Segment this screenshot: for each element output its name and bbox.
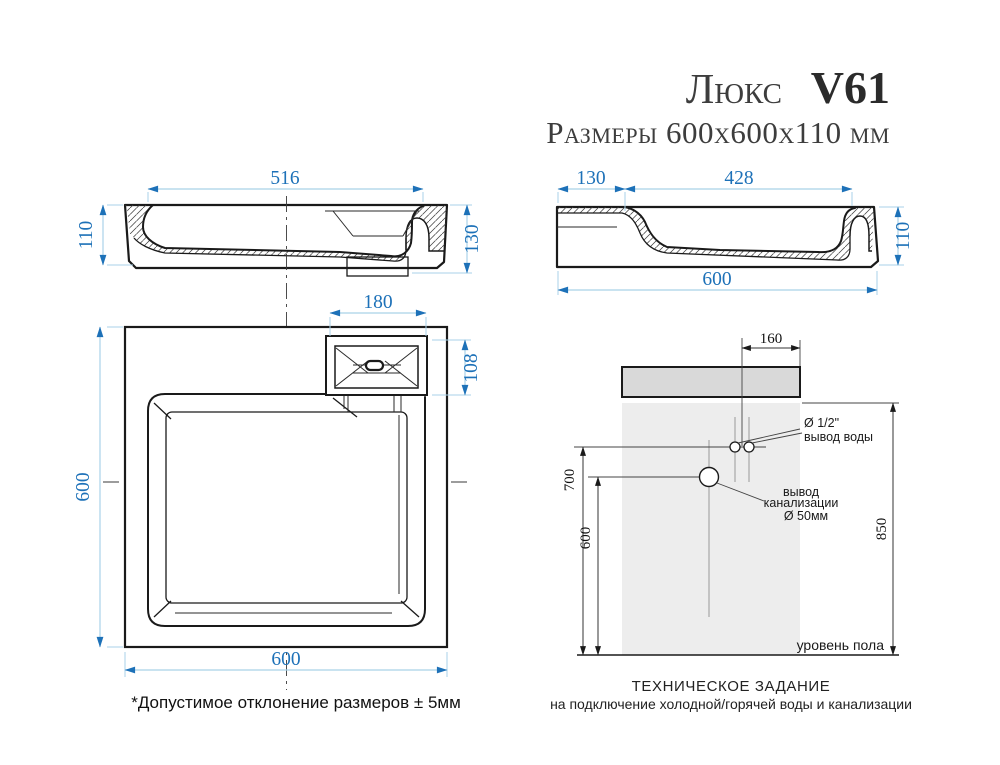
dim-drain-height: 600 (578, 526, 594, 550)
dim-faucet-width: 180 (363, 292, 393, 313)
dim-total-height: 850 (874, 517, 890, 541)
dim-top-depth: 600 (73, 472, 94, 502)
footnotes (131, 678, 912, 712)
dim-front-height-right: 130 (462, 224, 483, 254)
dim-front-height-left: 110 (76, 220, 97, 250)
water-outlet-left (730, 442, 740, 452)
product-name: Люкс (685, 67, 782, 113)
dim-top-width: 600 (271, 649, 301, 670)
overall-dimensions: Размеры 600х600х110 мм (546, 115, 890, 150)
sink-profile (622, 367, 800, 397)
title-block (546, 62, 890, 150)
floor-level-label: уровень пола (796, 637, 884, 653)
dim-faucet-offset: 160 (759, 331, 783, 347)
water-outlet-label: вывод воды (804, 430, 874, 444)
drain-outlet-label-2: канализации (763, 496, 839, 510)
spec-subtitle: на подключение холодной/горячей воды и канализации (550, 696, 912, 712)
wall-area (622, 403, 800, 655)
dim-side-height: 110 (893, 221, 914, 251)
dim-side-ledge: 130 (576, 168, 606, 189)
model-number: V61 (810, 62, 890, 113)
top-plan-view (73, 196, 482, 690)
water-outlet-right (744, 442, 754, 452)
front-section-view (76, 168, 483, 276)
dim-water-height: 700 (562, 468, 578, 492)
dim-faucet-depth: 108 (461, 353, 482, 383)
drain-outlet (700, 468, 719, 487)
dim-side-bowl: 428 (724, 168, 754, 189)
dim-side-width: 600 (702, 269, 732, 290)
top-overflow-slot (366, 361, 383, 370)
drain-outlet-label-1: вывод (782, 485, 820, 499)
drain-diameter-label: Ø 50мм (783, 509, 829, 523)
tolerance-note: *Допустимое отклонение размеров ± 5мм (131, 693, 461, 712)
dim-front-width: 516 (270, 168, 300, 189)
water-diameter-label: Ø 1/2" (804, 416, 840, 430)
installation-diagram (562, 331, 899, 655)
side-section-view (557, 168, 914, 295)
spec-title: ТЕХНИЧЕСКОЕ ЗАДАНИЕ (631, 678, 831, 695)
